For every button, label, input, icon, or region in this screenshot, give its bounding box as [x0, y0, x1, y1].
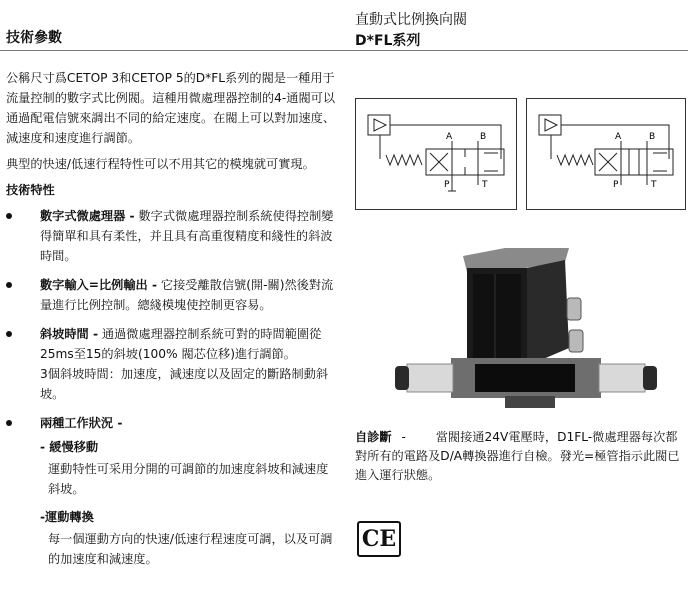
port-label-p: P [444, 180, 450, 190]
self-test-title: 自診斷 [355, 430, 392, 444]
feature-item [6, 413, 340, 433]
feature-text: 通過微處理器控制系統可對的時間範圍從25ms至15的斜坡(100% 閥芯位移)進行調節。 [40, 327, 322, 361]
port-label-t: T [651, 180, 657, 190]
self-test-dash: - [401, 430, 406, 444]
feature-extra: 3個斜坡時間：加速度，減速度以及固定的斷路制動斜坡。 [40, 367, 329, 401]
feature-title: 數字式微處理器 - [40, 209, 135, 223]
port-label-a: A [446, 132, 453, 142]
intro-paragraph-2: 典型的快速/低速行程特性可以不用其它的模塊就可實現。 [6, 157, 315, 171]
left-column [6, 68, 340, 569]
port-label-a: A [615, 132, 622, 142]
ce-mark [357, 521, 401, 557]
hydraulic-symbol-left [355, 98, 517, 210]
modes-list [6, 437, 340, 569]
section-title: 技術參數 [6, 30, 62, 46]
mode-text: 運動特性可采用分開的可調節的加速度斜坡和減速度斜坡。 [48, 462, 329, 496]
mode-text: 每一個運動方向的快速/低速行程速度可調，以及可調的加速度和減速度。 [48, 532, 333, 566]
bullet-icon [6, 420, 12, 426]
feature-title: 斜坡時間 - [40, 327, 99, 341]
bullet-icon [6, 331, 12, 337]
port-label-t: T [482, 180, 488, 190]
features-heading: 技術特性 [6, 183, 55, 197]
series-title: D*FL系列 [355, 33, 421, 49]
feature-item [6, 275, 340, 315]
ce-mark-text: CE [361, 526, 397, 552]
self-test-text: 當閥接通24V電壓時，D1FL-微處理器每次都對所有的電路及D/A轉換器進行自檢。發光=極管指示此閥已進入運行狀態。 [355, 430, 680, 482]
self-test-paragraph [355, 428, 685, 485]
mode-title: - 緩慢移動 [40, 440, 99, 454]
header-divider [0, 50, 688, 51]
valve-product-image [355, 238, 685, 418]
port-label-p: P [613, 180, 619, 190]
feature-item [6, 324, 340, 404]
feature-item [6, 206, 340, 266]
feature-text: 它接受離散信號(開-關)然後對流量進行比例控制。總綫模塊使控制更容易。 [40, 278, 334, 312]
product-title: 直動式比例換向閥 [355, 12, 467, 28]
hydraulic-symbol-right [526, 98, 686, 210]
mode-title: -運動轉換 [40, 510, 94, 524]
feature-title: 數字輸入=比例輸出 - [40, 278, 158, 292]
bullet-icon [6, 213, 12, 219]
intro-paragraph-1: 公稱尺寸爲CETOP 3和CETOP 5的D*FL系列的閥是一種用于流量控制的數字式比例閥。這種用微處理器控制的4-通閥可以通過配電信號來調出不同的給定速度。在閥上可以對加速度、減速度和速度進行調節。 [6, 71, 336, 145]
feature-text: 數字式微處理器控制系統使得控制變得簡單和具有柔性，并且具有高重復精度和綫性的斜波時間。 [40, 209, 334, 263]
port-label-b: B [649, 132, 656, 142]
feature-title: 兩種工作狀況 - [40, 416, 123, 430]
bullet-icon [6, 282, 12, 288]
port-label-b: B [480, 132, 487, 142]
